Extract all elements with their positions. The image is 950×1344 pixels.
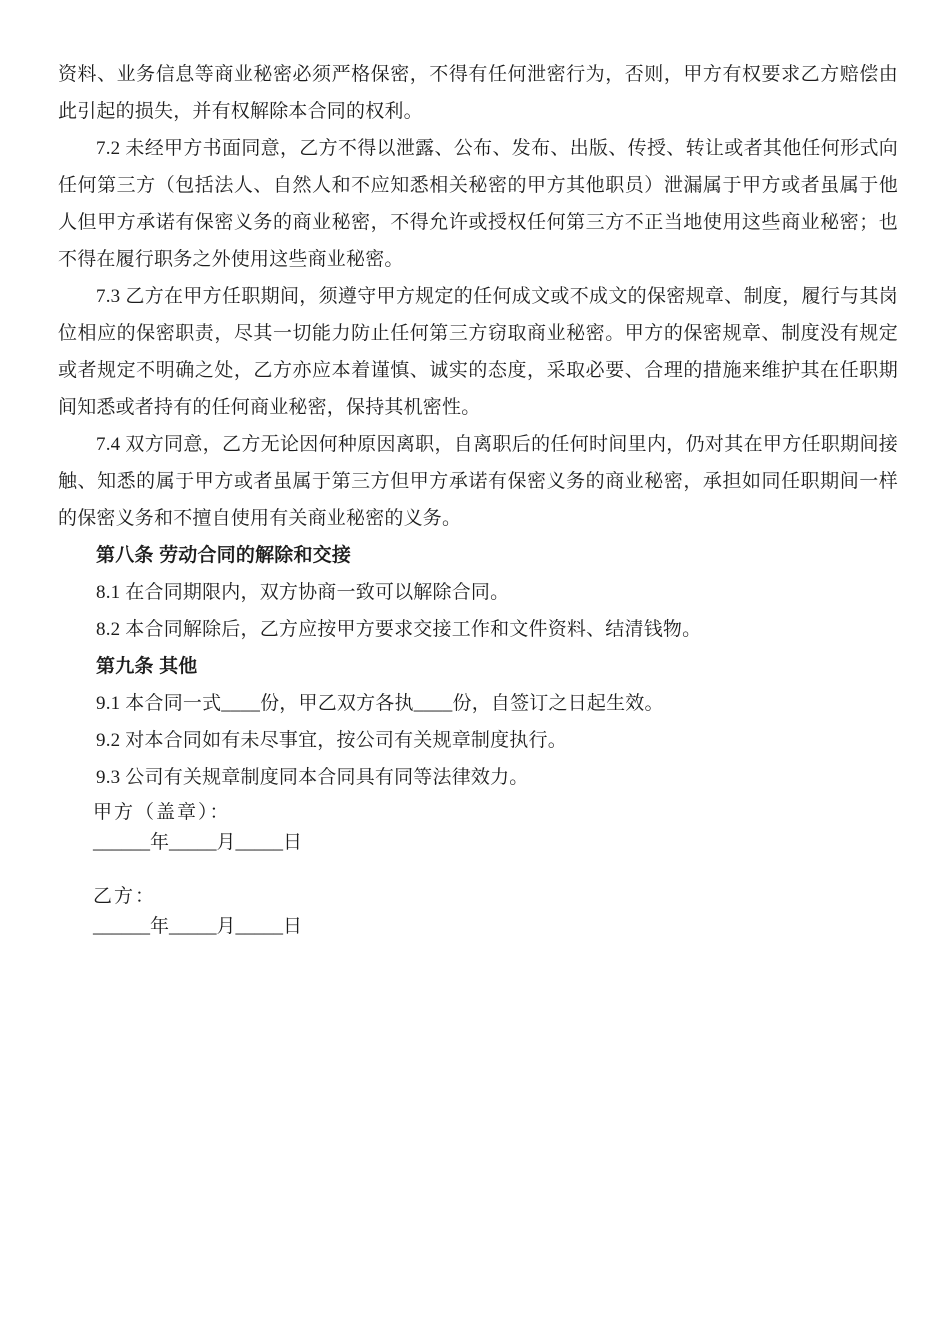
party-b-signature-label: 乙方： [93, 886, 157, 907]
clause-7-4: 7.4 双方同意，乙方无论因何种原因离职，自离职后的任何时间里内，仍对其在甲方任职期间接触、知悉的属于甲方或者虽属于第三方但甲方承诺有保密义务的商业秘密，承担如同任职期间一样的保密义务和不擅自使用有关商业秘密的义务。 [58, 434, 898, 529]
clause-9-3: 9.3 公司有关规章制度同本合同具有同等法律效力。 [96, 767, 529, 788]
section-9-heading: 第九条 其他 [96, 656, 198, 677]
clause-8-1: 8.1 在合同期限内，双方协商一致可以解除合同。 [96, 582, 510, 603]
party-a-signature-label: 甲方（盖章）： [93, 802, 231, 823]
clause-8-2: 8.2 本合同解除后，乙方应按甲方要求交接工作和文件资料、结清钱物。 [96, 619, 702, 640]
clause-7-2: 7.2 未经甲方书面同意，乙方不得以泄露、公布、发布、出版、传授、转让或者其他任何形式向任何第三方（包括法人、自然人和不应知悉相关秘密的甲方其他职员）泄漏属于甲方或者虽属于他人但甲方承诺有保密义务的商业秘密，不得允许或授权任何第三方不正当地使用这些商业秘密；也不得在履行职务之外使用这些商业秘密。 [58, 138, 898, 270]
clause-9-1: 9.1 本合同一式____份，甲乙双方各执____份，自签订之日起生效。 [96, 693, 664, 714]
section-8-heading: 第八条 劳动合同的解除和交接 [96, 545, 352, 566]
party-b-date-blank-line: ______年_____月_____日 [93, 916, 303, 937]
clause-7-3: 7.3 乙方在甲方任职期间，须遵守甲方规定的任何成文或不成文的保密规章、制度，履行与其岗位相应的保密职责，尽其一切能力防止任何第三方窃取商业秘密。甲方的保密规章、制度没有规定或者规定不明确之处，乙方亦应本着谨慎、诚实的态度，采取必要、合理的措施来维护其在任职期间知悉或者持有的任何商业秘密，保持其机密性。 [58, 286, 898, 418]
clause-9-2: 9.2 对本合同如有未尽事宜，按公司有关规章制度执行。 [96, 730, 567, 751]
clause-7-1-continuation: 资料、业务信息等商业秘密必须严格保密，不得有任何泄密行为，否则，甲方有权要求乙方赔偿由此引起的损失，并有权解除本合同的权利。 [58, 64, 898, 122]
contract-body [58, 56, 898, 796]
party-a-date-blank-line: ______年_____月_____日 [93, 832, 303, 853]
signature-block [93, 798, 302, 942]
